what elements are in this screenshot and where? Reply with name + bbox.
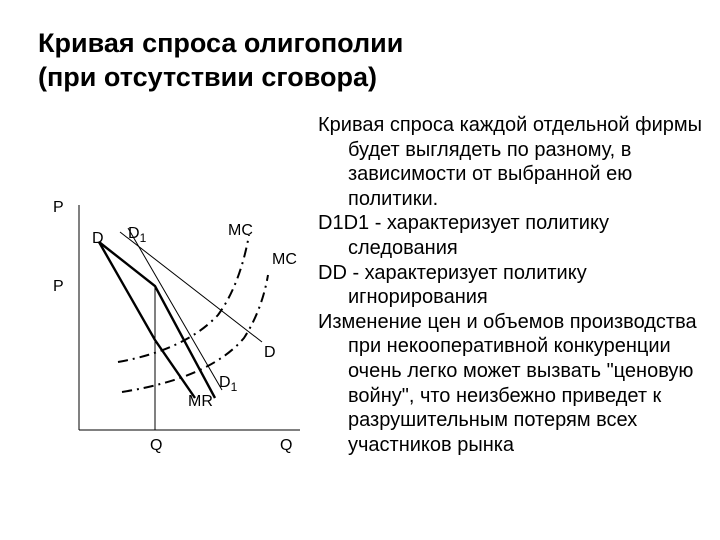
label-d1-top: $D_1$ xyxy=(128,225,147,245)
axis-label-q-left: Q xyxy=(150,437,163,454)
paragraph-dd: DD - характеризует политику игнорирования xyxy=(318,261,587,309)
paragraph-demand-curve: Кривая спроса каждой отдельной фирмы будет выглядеть по разному, в зависимости от выбранной ею политики. xyxy=(318,114,702,210)
explanation-text xyxy=(318,113,714,457)
label-mc-left: MC xyxy=(228,222,253,239)
kinked-demand-curve xyxy=(99,242,215,398)
paragraph-price-war: Изменение цен и объемов производства при некооперативной конкуренции очень легко может вызвать "ценовую войну", что неизбежно приведет к разрушительным потерям всех участников рынка xyxy=(318,310,697,456)
mr-curve xyxy=(99,242,195,398)
paragraph-d1d1: D1D1 - характеризует политику следования xyxy=(318,212,609,259)
label-d-top: D xyxy=(92,230,104,247)
slide-title-line-2: (при отсутствии сговора) xyxy=(38,62,377,92)
label-mc-right: MC xyxy=(272,251,297,268)
slide-title-line-1: Кривая спроса олигополии xyxy=(38,28,404,58)
label-mr: MR xyxy=(188,393,213,410)
label-d-bottom: D xyxy=(264,344,276,361)
dd-demand-curve xyxy=(120,232,262,342)
axis-label-p-mid: P xyxy=(53,278,64,295)
label-d1-bottom: $D_1$ xyxy=(219,374,238,394)
axis-label-p-top: P xyxy=(53,199,64,216)
mc-curve-lower xyxy=(118,235,249,362)
axis-label-q-right: Q xyxy=(280,437,293,454)
